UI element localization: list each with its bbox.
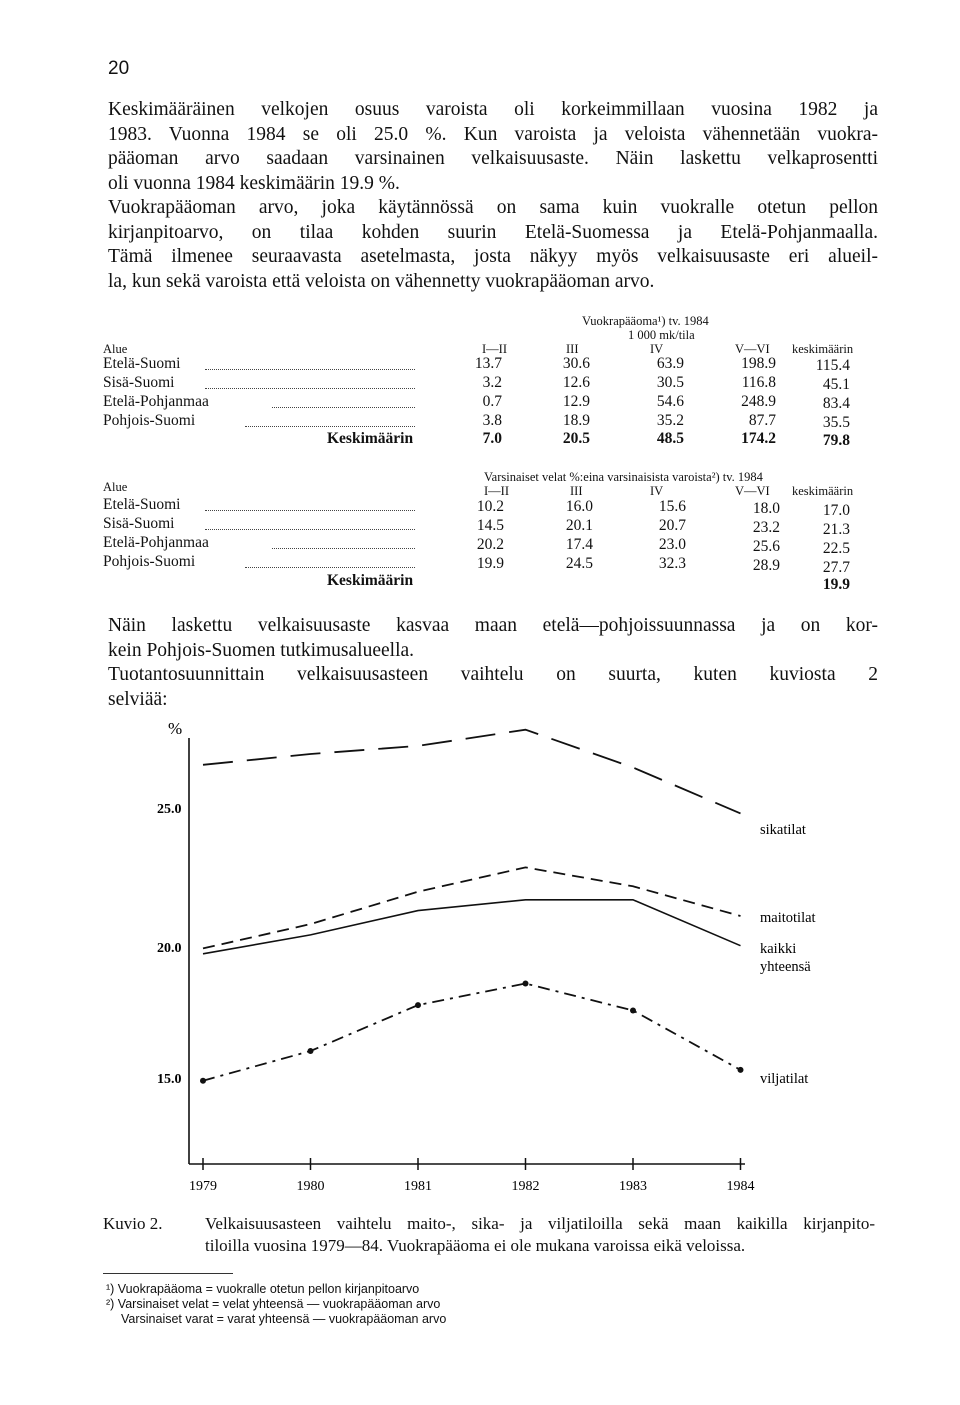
table2-col: keskimäärin [792, 484, 854, 498]
result-line: Näin laskettu velkaisuusaste kasvaa maan etelä—pohjoissuunnassa ja on kor- [108, 615, 878, 636]
footnote-2-cont: Varsinaiset varat = varat yhteensä — vuokrapääoman arvo [121, 1312, 447, 1326]
table1-cell: 30.6 [562, 355, 590, 372]
table1-cell: 54.6 [656, 393, 684, 410]
table1-cell: 87.7 [748, 412, 776, 429]
intro-line: oli vuonna 1984 keskimäärin 19.9 %. [108, 172, 400, 194]
table2-cell: 20.1 [565, 517, 593, 534]
x-tick-label: 1981 [404, 1179, 432, 1194]
table1-cell: 30.5 [656, 374, 684, 391]
intro-line: Keskimääräinen velkojen osuus varoista oli korkeimmillaan vuosina 1982 ja [108, 99, 878, 120]
series-group [200, 730, 744, 1084]
table1-cell: 12.6 [562, 374, 590, 391]
table1-cell: 115.4 [815, 357, 850, 374]
intro-line: Vuokrapääoman arvo, joka käytännössä on sama kuin vuokralle otetun pellon [108, 197, 878, 218]
table2-col: IV [650, 484, 664, 498]
caption-line: tiloilla vuosina 1979—84. Vuokrapääoma ei ole mukana varoissa eikä veloissa. [205, 1236, 746, 1255]
table2-total-cell: 19.9 [822, 576, 850, 593]
table2-cell: 14.5 [476, 517, 504, 534]
intro-line: pääoman arvo saadaan varsinainen velkaisuusaste. Näin laskettu velkaprosentti [108, 148, 878, 169]
result-line: selviää: [108, 688, 168, 710]
table2-cell: 24.5 [565, 555, 593, 572]
table1-cell: 83.4 [822, 395, 850, 412]
table2-cell: 27.7 [822, 559, 850, 576]
data-point-viljatilat [523, 981, 529, 987]
table2-title: Varsinaiset velat %:eina varsinaisista varoista²) tv. 1984 [484, 470, 763, 484]
table1-cell: 198.9 [741, 355, 776, 372]
table2-cell: 17.0 [822, 502, 850, 519]
x-tick-label: 1984 [726, 1179, 755, 1194]
result-line: kein Pohjois-Suomen tutkimusalueella. [108, 639, 415, 661]
y-axis-unit-label: % [168, 719, 183, 738]
table2-cell: 20.7 [658, 517, 686, 534]
footnote-2: ²) Varsinaiset velat = velat yhteensä — vuokrapääoman arvo [106, 1297, 441, 1311]
intro-line: la, kun sekä varoista että veloista on vähennetty vuokrapääoman arvo. [108, 270, 655, 292]
table2-cell: 32.3 [658, 555, 686, 572]
table1-region: Etelä-Suomi [103, 355, 181, 372]
x-tick-label: 1980 [296, 1179, 325, 1194]
data-point-viljatilat [415, 1002, 421, 1008]
caption-line: Velkaisuusasteen vaihtelu maito-, sika- ja viljatiloilla sekä maan kaikilla kirjanpito- [205, 1214, 875, 1233]
x-tick-label: 1983 [619, 1179, 647, 1194]
x-tick-label: 1982 [511, 1179, 540, 1194]
table2-cell: 18.0 [752, 500, 780, 517]
table1-region: Pohjois-Suomi [103, 412, 196, 429]
table1-cell: 45.1 [822, 376, 850, 393]
table1-total-cell: 79.8 [822, 432, 850, 449]
table1-alue: Alue [103, 342, 128, 356]
table1-col: V—VI [735, 342, 770, 356]
table2-cell: 23.2 [752, 519, 780, 536]
table2-region: Sisä-Suomi [103, 515, 175, 532]
intro-line: kirjanpitoarvo, on tilaa kohden suurin Etelä-Suomessa ja Etelä-Pohjanmaalla. [108, 221, 878, 243]
table2-cell: 22.5 [822, 540, 850, 557]
y-tick-label: 20.0 [157, 941, 182, 956]
table2-region: Etelä-Suomi [103, 496, 181, 513]
page-number: 20 [108, 58, 130, 79]
table1-total-cell: 20.5 [562, 430, 590, 447]
table1-title: Vuokrapääoma¹) tv. 1984 [582, 314, 709, 328]
table2-col: I—II [484, 484, 509, 498]
intro-line: 1983. Vuonna 1984 se oli 25.0 %. Kun varoista ja veloista vähennetään vuokra- [108, 123, 878, 145]
data-point-viljatilat [308, 1048, 314, 1054]
table1-cell: 35.5 [822, 414, 850, 431]
series-line-sikatilat [203, 730, 741, 814]
table2-region: Etelä-Pohjanmaa [103, 534, 209, 551]
series-line-maitotilat [203, 867, 741, 948]
table1-cell: 116.8 [741, 374, 776, 391]
table1-region: Etelä-Pohjanmaa [103, 393, 209, 410]
table1-total-cell: 174.2 [741, 430, 776, 447]
table1-cell: 248.9 [741, 393, 776, 410]
table1-cell: 0.7 [482, 393, 502, 410]
series-line-kaikki-yhteensa [203, 900, 741, 954]
table1-cell: 18.9 [562, 412, 590, 429]
table2-cell: 20.2 [476, 536, 504, 553]
table1-col: IV [650, 342, 664, 356]
table1-region: Sisä-Suomi [103, 374, 175, 391]
series-label-maitotilat: maitotilat [760, 910, 816, 926]
table1-unit: 1 000 mk/tila [628, 328, 695, 342]
table2-cell: 23.0 [658, 536, 686, 553]
table1-col: I—II [482, 342, 507, 356]
table1-cell: 63.9 [656, 355, 684, 372]
table2-cell: 17.4 [565, 536, 593, 553]
series-label-viljatilat: viljatilat [760, 1071, 809, 1087]
result-line: Tuotantosuunnittain velkaisuusasteen vaihtelu on suurta, kuten kuviosta 2 [108, 664, 878, 685]
table2-cell: 16.0 [565, 498, 593, 515]
table2-col: V—VI [735, 484, 770, 498]
table1-cell: 13.7 [474, 355, 502, 372]
footnotes [106, 1282, 446, 1327]
intro-line: Tämä ilmenee seuraavasta asetelmasta, josta näkyy myös velkaisuusaste eri alueil- [108, 246, 878, 267]
data-point-viljatilat [200, 1078, 206, 1084]
table2-cell: 15.6 [658, 498, 686, 515]
table2-col: III [570, 484, 583, 498]
table2-cell: 28.9 [752, 557, 780, 574]
table2-region: Pohjois-Suomi [103, 553, 196, 570]
y-tick-label: 15.0 [157, 1072, 182, 1087]
table1-total-cell: 48.5 [656, 430, 684, 447]
table1-cell: 35.2 [656, 412, 684, 429]
table1-total-label: Keskimäärin [327, 430, 414, 447]
table1-total-cell: 7.0 [482, 430, 502, 447]
table2-alue: Alue [103, 480, 128, 494]
series-label-sikatilat: sikatilat [760, 822, 806, 838]
y-tick-label: 25.0 [157, 802, 182, 817]
table2-cell: 25.6 [752, 538, 780, 555]
figure-caption-label: Kuvio 2. [103, 1214, 163, 1233]
series-line-viljatilat [203, 984, 741, 1081]
table1-col: keskimäärin [792, 342, 854, 356]
data-point-viljatilat [738, 1067, 744, 1073]
series-label-kaikki: kaikki [760, 941, 797, 957]
data-point-viljatilat [630, 1008, 636, 1014]
table2-cell: 21.3 [822, 521, 850, 538]
figure-caption [205, 1213, 875, 1257]
table2-cell: 10.2 [476, 498, 504, 515]
series-label-yhteensa: yhteensä [760, 959, 811, 975]
footnote-rule [103, 1273, 233, 1274]
table1-cell: 3.2 [482, 374, 502, 391]
table1-cell: 3.8 [482, 412, 502, 429]
x-tick-label: 1979 [189, 1179, 217, 1194]
table2-total-label: Keskimäärin [327, 572, 414, 589]
footnote-1: ¹) Vuokrapääoma = vuokralle otetun pellon kirjanpitoarvo [106, 1282, 420, 1296]
table2-cell: 19.9 [476, 555, 504, 572]
table1-cell: 12.9 [562, 393, 590, 410]
table1-col: III [566, 342, 579, 356]
